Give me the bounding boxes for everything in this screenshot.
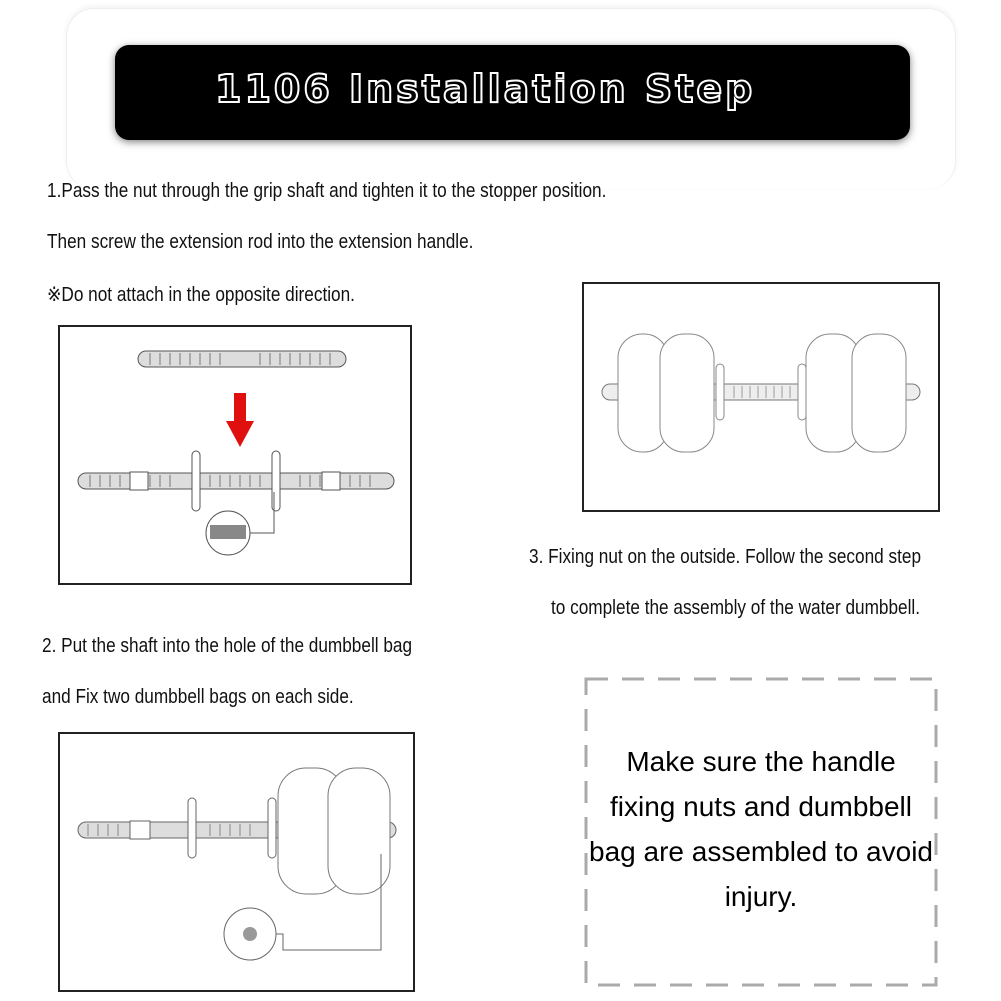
step3-line2: to complete the assembly of the water dumbbell. (551, 597, 921, 619)
arrow-down-icon (234, 393, 246, 421)
step3-line1: 3. Fixing nut on the outside. Follow the second step (529, 546, 922, 568)
step2-line1: 2. Put the shaft into the hole of the dumbbell bag (42, 635, 413, 657)
step1-line1: 1.Pass the nut through the grip shaft and tighten it to the stopper position. (47, 180, 607, 202)
step3-illustration (582, 282, 940, 512)
warning-line4: injury. (724, 881, 798, 912)
grip-shaft-diagram (60, 327, 410, 583)
warning-line2: fixing nuts and dumbbell (610, 791, 912, 822)
step1-line2: Then screw the extension rod into the extension handle. (47, 231, 474, 253)
warning-text (584, 739, 938, 919)
assembled-dumbbell-diagram (584, 284, 938, 510)
warning-line3: bag are assembled to avoid (589, 836, 933, 867)
warning-stamp (584, 677, 938, 987)
warning-line1: Make sure the handle (626, 746, 896, 777)
step2-line2: and Fix two dumbbell bags on each side. (42, 686, 354, 708)
step2-illustration (58, 732, 415, 992)
step1-illustration (58, 325, 412, 585)
page-title: 1106 Installation Step (215, 67, 756, 111)
title-banner (115, 45, 910, 140)
bag-mount-diagram (60, 734, 413, 990)
step1-warning: ※Do not attach in the opposite direction. (47, 284, 355, 306)
